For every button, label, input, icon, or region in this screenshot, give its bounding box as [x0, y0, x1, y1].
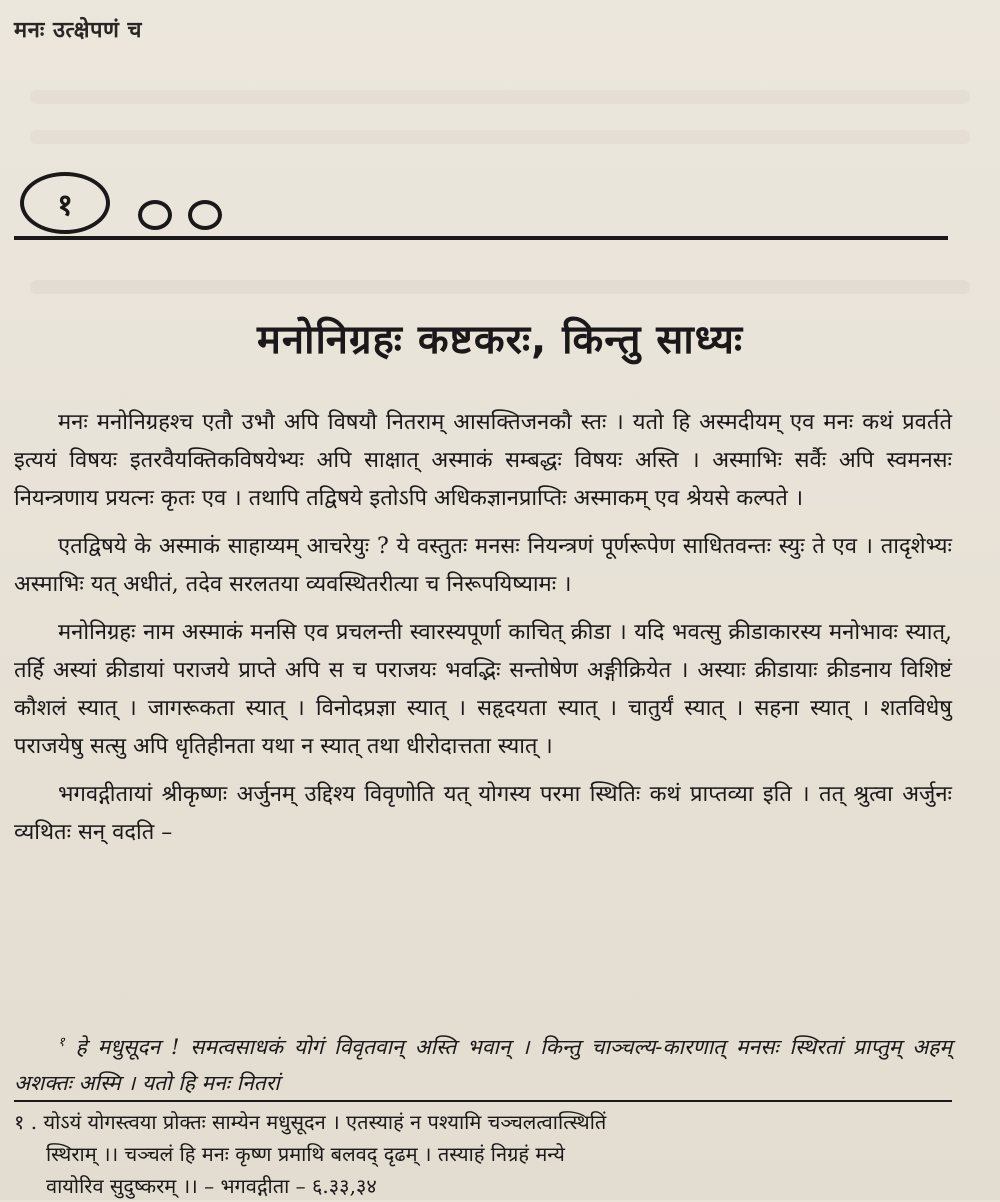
footnote-marker: १: [58, 1035, 65, 1050]
paragraph: मनोनिग्रहः नाम अस्माकं मनसि एव प्रचलन्ती स्वारस्यपूर्णा काचित् क्रीडा । यदि भवत्सु क्रीडाकारस्य मनोभावः स्यात्, तर्हि अस्यां क्रीडायां पराजये प्राप्ते अपि स च पराजयः भवद्भिः सन्तोषेण अङ्गीक्रियेत । अस्याः क्रीडायाः क्रीडनाय विशिष्टं कौशलं स्यात् । जागरूकता स्यात् । विनोदप्रज्ञा स्यात् । सहृदयता स्यात् । चातुर्यं स्यात् । सहना स्यात् । शतविधेषु पराजयेषु सत्सु अपि धृतिहीनता यथा न स्यात् तथा धीरोदात्तता स्यात् ।: [14, 620, 952, 759]
paragraph: एतद्विषये के अस्माकं साहाय्यम् आचरेयुः ? ये वस्तुतः मनसः नियन्त्रणं पूर्णरूपेण साधितवन्तः स्युः ते एव । तादृशेभ्यः अस्माभिः यत् अधीतं, तदेव सरलतया व्यवस्थितरीत्या च निरूपयिष्यामः ।: [14, 534, 952, 597]
footnote-line: स्थिराम् ।। चञ्चलं हि मनः कृष्ण प्रमाथि बलवद् दृढम् । तस्याहं निग्रहं मन्ये: [46, 1142, 565, 1166]
running-header: मनः उत्क्षेपणं च: [14, 18, 143, 43]
chapter-number: १: [20, 172, 110, 234]
verse-translation: [14, 1025, 952, 1101]
show-through-bleed: [30, 90, 970, 104]
footnote-rule: [14, 1100, 952, 1102]
chapter-title: मनोनिग्रहः कष्टकरः, किन्तु साध्यः: [256, 317, 744, 363]
body-text: [14, 404, 952, 862]
footnote-line: १ . योऽयं योगस्त्वया प्रोक्तः साम्येन मधुसूदन । एतस्याहं न पश्यामि चञ्चलत्वात्स्थितिं: [14, 1110, 607, 1134]
decorative-circle: [138, 200, 172, 230]
footnote: [14, 1106, 952, 1202]
paragraph: मनः मनोनिग्रहश्च एतौ उभौ अपि विषयौ नितराम् आसक्तिजनकौ स्तः । यतो हि अस्मदीयम् एव मनः कथं प्रवर्तते इत्ययं विषयः इतरवैयक्तिकविषयेभ्यः अपि साक्षात् अस्माकं सम्बद्धः विषयः अस्ति । अस्माभिः सर्वैः अपि स्वमनसः नियन्त्रणाय प्रयत्नः कृतः एव । तथापि तद्विषये इतोऽपि अधिकज्ञानप्राप्तिः अस्माकम् एव श्रेयसे कल्पते ।: [14, 410, 952, 511]
show-through-bleed: [30, 280, 970, 294]
decorative-circle: [188, 200, 222, 230]
show-through-bleed: [30, 130, 970, 144]
paragraph: भगवद्गीतायां श्रीकृष्णः अर्जुनम् उद्दिश्य विवृणोति यत् योगस्य परमा स्थितिः कथं प्राप्तव्या इति । तत् श्रुत्वा अर्जुनः व्यथितः सन् वदति –: [14, 782, 952, 845]
verse-text: हे मधुसूदन ! समत्वसाधकं योगं विवृतवान् अस्ति भवान् । किन्तु चाञ्चल्य-कारणात् मनसः स्थिरतां प्राप्तुम् अहम् अशक्तः अस्मि । यतो हि मनः नितरां: [14, 1035, 952, 1095]
chapter-number-emblem: [18, 170, 228, 240]
footnote-line: वायोरिव सुदुष्करम् ।। – भगवद्गीता – ६.३३,३४: [46, 1174, 377, 1198]
chapter-rule: [14, 236, 948, 240]
